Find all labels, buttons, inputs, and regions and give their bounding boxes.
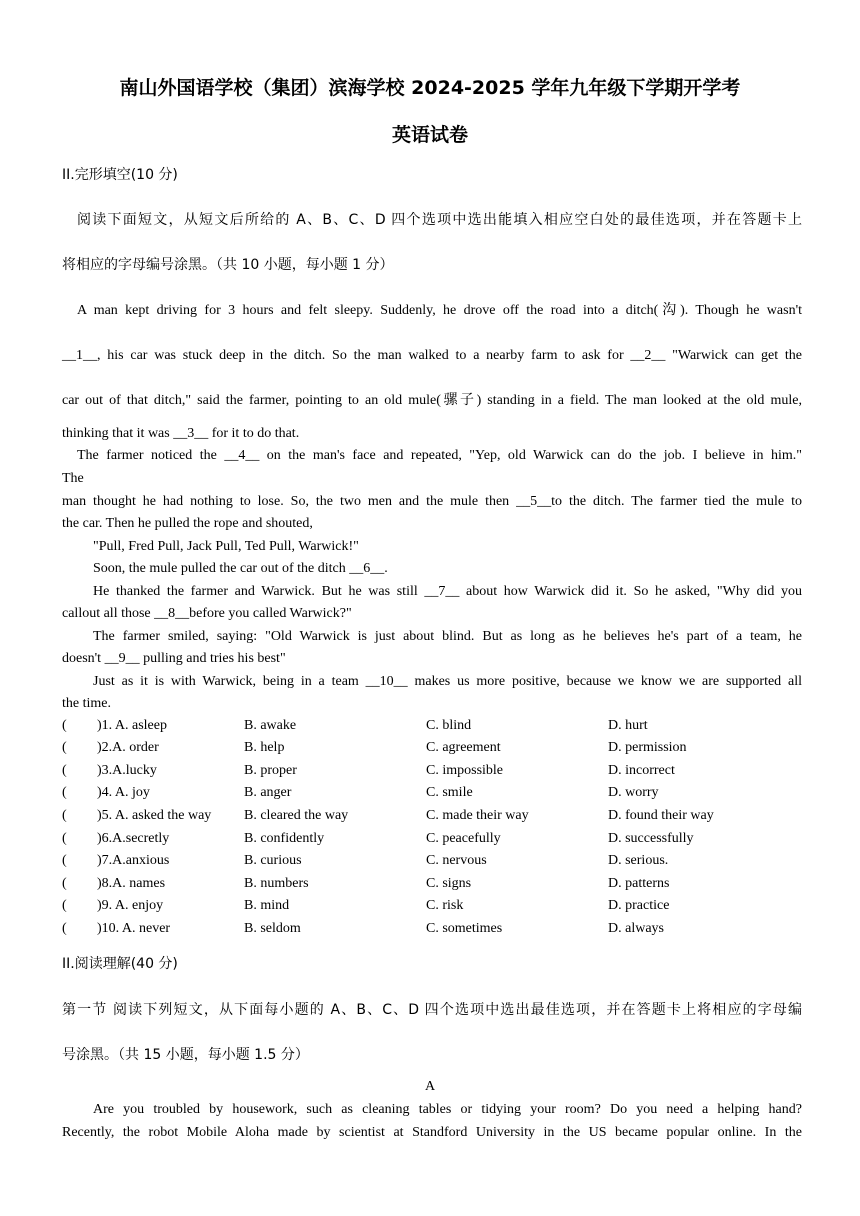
passage-line: "Pull, Fred Pull, Jack Pull, Ted Pull, Warwick!" [93,539,359,554]
option-a: )10. A. never [97,921,171,936]
option-b: B. proper [244,763,297,778]
answer-paren[interactable]: ( [62,921,67,936]
option-d: D. practice [608,898,670,913]
reading-instruction-line-2: 号涂黑。（共 15 小题，每小题 1.5 分） [62,1047,309,1063]
answer-paren[interactable]: ( [62,831,67,846]
option-d: D. worry [608,785,659,800]
option-a: )6.A.secretly [97,831,170,846]
question-row [62,831,802,851]
option-b: B. mind [244,898,290,913]
question-row [62,853,802,873]
section-reading-heading: II.阅读理解(40 分) [62,956,178,972]
option-a: )2.A. order [97,740,159,755]
option-b: B. awake [244,718,297,733]
question-row [62,898,802,918]
question-row [62,808,802,828]
reading-passage-line: Recently, the robot Mobile Aloha made by scientist at Standford University in the US became popular online. In the [62,1125,802,1140]
passage-line: The farmer noticed the __4__ on the man's face and repeated, "Yep, old Warwick can do the job. I believe in him." [77,448,802,463]
section-cloze-heading: II.完形填空(10 分) [62,167,178,183]
option-a: )5. A. asked the way [97,808,212,823]
option-c: C. risk [426,898,464,913]
option-b: B. seldom [244,921,301,936]
answer-paren[interactable]: ( [62,898,67,913]
passage-line: Just as it is with Warwick, being in a team __10__ makes us more positive, because we know we are supported all [93,674,802,689]
option-c: C. signs [426,876,472,891]
question-row [62,740,802,760]
passage-line: He thanked the farmer and Warwick. But he was still __7__ about how Warwick did it. So he asked, "Why did you [93,584,802,599]
answer-paren[interactable]: ( [62,876,67,891]
option-d: D. incorrect [608,763,675,778]
option-c: C. sometimes [426,921,503,936]
option-b: B. anger [244,785,292,800]
option-a: )9. A. enjoy [97,898,164,913]
cloze-instruction-line-1: 阅读下面短文，从短文后所给的 A、B、C、D 四个选项中选出能填入相应空白处的最佳选项，并在答题卡上 [77,212,802,228]
option-d: D. successfully [608,831,694,846]
passage-line: The farmer smiled, saying: "Old Warwick is just about blind. But as long as he believes he's part of a team, he [93,629,802,644]
option-a: )7.A.anxious [97,853,170,868]
answer-paren[interactable]: ( [62,808,67,823]
exam-title: 南山外国语学校（集团）滨海学校 2024-2025 学年九年级下学期开学考 [119,77,741,99]
option-a: )8.A. names [97,876,166,891]
option-c: C. impossible [426,763,504,778]
passage-label: A [424,1079,436,1094]
passage-line: the time. [62,696,111,711]
passage-line: __1__, his car was stuck deep in the ditch. So the man walked to a nearby farm to ask for __2__ "Warwick can get the [62,348,802,363]
reading-instruction-line-1: 第一节 阅读下列短文，从下面每小题的 A、B、C、D 四个选项中选出最佳选项，并在答题卡上将相应的字母编 [62,1002,802,1018]
option-d: D. permission [608,740,687,755]
passage-line: The [62,471,84,486]
passage-line: man thought he had nothing to lose. So, the two men and the mule then __5__to the ditch. The farmer tied the mule to [62,494,802,509]
option-b: B. cleared the way [244,808,349,823]
option-d: D. patterns [608,876,670,891]
option-c: C. agreement [426,740,501,755]
answer-paren[interactable]: ( [62,853,67,868]
question-row [62,785,802,805]
reading-passage-line: Are you troubled by housework, such as cleaning tables or tidying your room? Do you need a helping hand? [93,1102,802,1117]
passage-line: A man kept driving for 3 hours and felt sleepy. Suddenly, he drove off the road into a ditch(沟). Though he wasn't [77,303,802,318]
option-b: B. numbers [244,876,309,891]
answer-paren[interactable]: ( [62,763,67,778]
option-d: D. hurt [608,718,648,733]
passage-line: the car. Then he pulled the rope and shouted, [62,516,313,531]
answer-paren[interactable]: ( [62,785,67,800]
option-d: D. found their way [608,808,714,823]
exam-subtitle: 英语试卷 [391,124,468,146]
passage-line: thinking that it was __3__ for it to do that. [62,426,300,441]
option-c: C. nervous [426,853,487,868]
option-d: D. serious. [608,853,669,868]
question-row [62,763,802,783]
option-c: C. peacefully [426,831,501,846]
option-d: D. always [608,921,664,936]
option-a: )3.A.lucky [97,763,157,778]
question-row [62,718,802,738]
passage-line: doesn't __9__ pulling and tries his best" [62,651,286,666]
question-row [62,876,802,896]
option-b: B. confidently [244,831,325,846]
passage-line: Soon, the mule pulled the car out of the ditch __6__. [93,561,388,576]
option-c: C. smile [426,785,473,800]
answer-paren[interactable]: ( [62,718,67,733]
cloze-instruction-line-2: 将相应的字母编号涂黑。（共 10 小题，每小题 1 分） [62,257,394,273]
option-a: )4. A. joy [97,785,150,800]
answer-paren[interactable]: ( [62,740,67,755]
option-b: B. help [244,740,285,755]
option-c: C. blind [426,718,472,733]
passage-line: car out of that ditch," said the farmer, pointing to an old mule(骡子) standing in a field. The man looked at the old mule, [62,393,802,408]
option-c: C. made their way [426,808,529,823]
option-a: )1. A. asleep [97,718,167,733]
question-row [62,921,802,941]
passage-line: callout all those __8__before you called Warwick?" [62,606,352,621]
option-b: B. curious [244,853,302,868]
